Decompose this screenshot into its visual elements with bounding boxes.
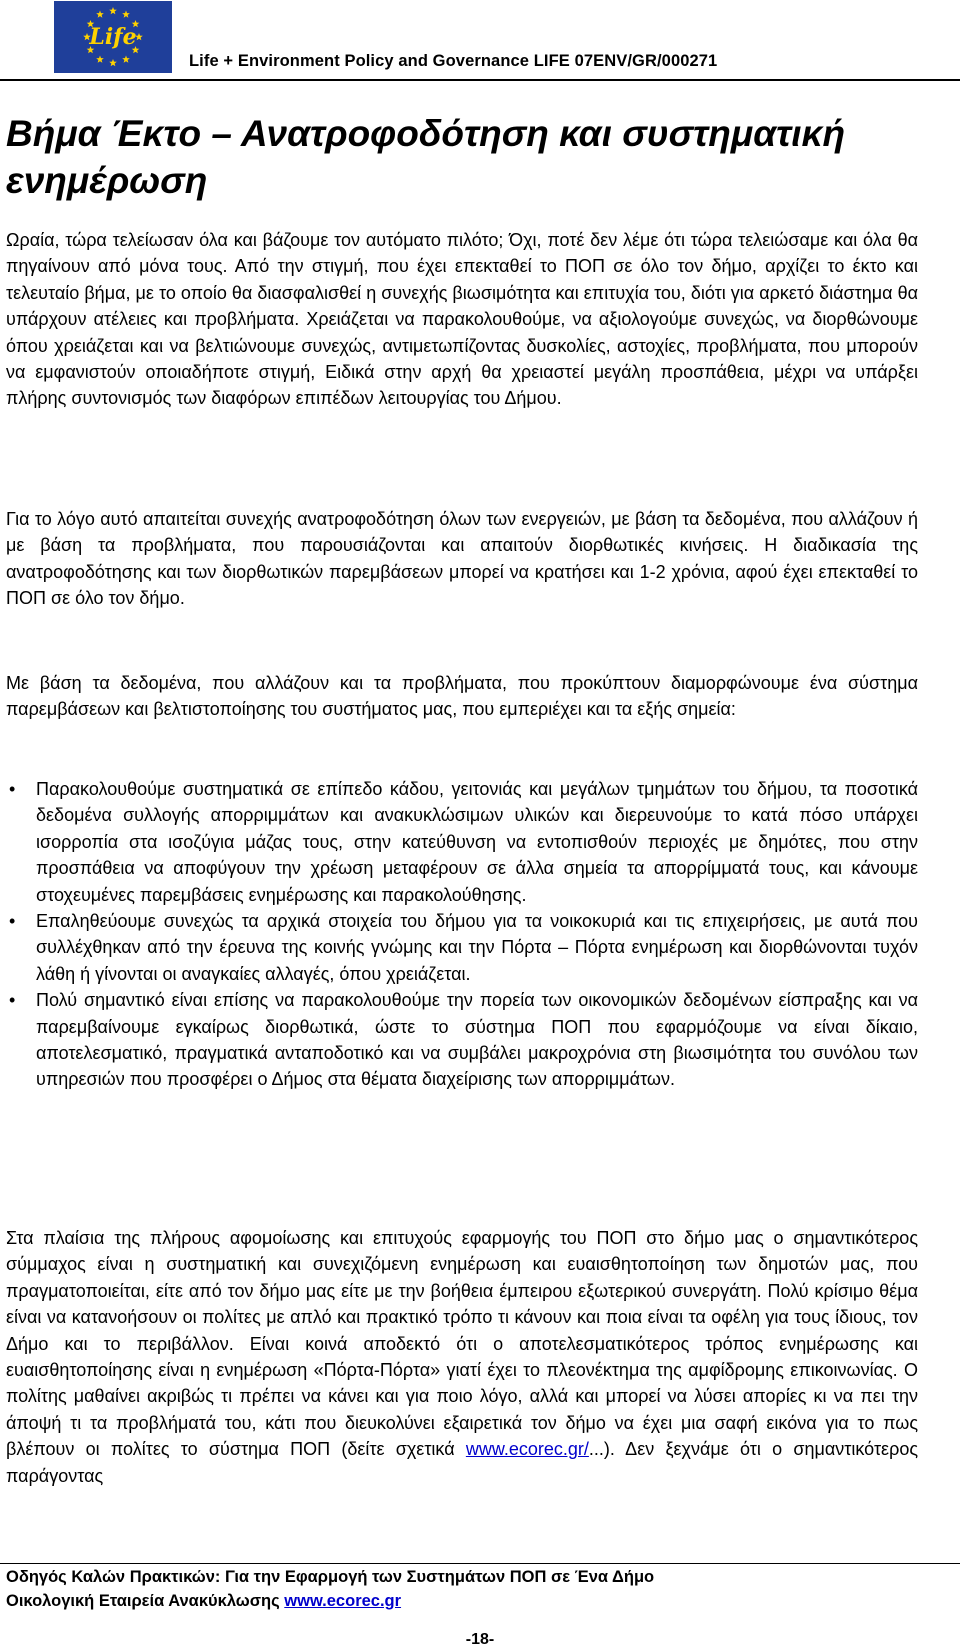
- list-item-text: Επαληθεύουμε συνεχώς τα αρχικά στοιχεία του δήμου για τα νοικοκυριά και τις επιχειρήσεις, με αυτά που συλλέχθηκαν από την έρευνα της κοινής γνώμης και την Πόρτα – Πόρτα ενημέρωση και διορθώνονται τυχόν λάθη ή γίνονται οι αναγκαίες αλλαγές, όπου χρειάζεται.: [36, 911, 918, 984]
- paragraph-3: Με βάση τα δεδομένα, που αλλάζουν και τα προβλήματα, που προκύπτουν διαμορφώνουμε ένα σύστημα παρεμβάσεων και βελτιστοποίησης του συστήματος μας, που εμπεριέχει και τα εξής σημεία:: [6, 673, 918, 720]
- page-number: -18-: [465, 1631, 495, 1648]
- bullet-icon: •: [9, 911, 16, 932]
- list-item-text: Παρακολουθούμε συστηματικά σε επίπεδο κάδου, γειτονιάς και μεγάλων τμημάτων του δήμου, τα ποσοτικά δεδομένα συλλογής απορριμμάτων και ανακυκλώσιμων υλικών και διερευνούμε το κατά πόσο υπάρχει ισορροπία στα ισοζύγια μάζας τους, στην κατεύθυνση να εντοπισθούν περιοχές με δημότες, που στην προσπάθεια να αποφύγουν την χρέωση μεταφέρουν σε άλλα σημεία τα απορρίμματά τους, και κάνουμε στοχευμένες παρεμβάσεις ενημέρωσης και παρακολούθησης.: [36, 779, 918, 905]
- list-item-text: Πολύ σημαντικό είναι επίσης να παρακολουθούμε την πορεία των οικονομικών δεδομένων είσπραξης και να παρεμβαίνουμε εγκαίρως διορθωτικά, ώστε το σύστημα ΠΟΠ που εφαρμόζουμε να είναι δίκαιο, αποτελεσματικό, πραγματικά ανταποδοτικό και να συμβάλει μακροχρόνια στη βιωσιμότητα του συνόλου των υπηρεσιών που προσφέρει ο Δήμος στα θέματα διαχείρισης των απορριμμάτων.: [36, 990, 918, 1090]
- footer-divider: [0, 1563, 960, 1564]
- footer-org-name: Οικολογική Εταιρεία Ανακύκλωσης: [6, 1592, 285, 1610]
- list-item: [6, 776, 918, 908]
- paragraph-4: [6, 1225, 918, 1489]
- footer-guide-title: Οδηγός Καλών Πρακτικών: Για την Εφαρμογή των Συστημάτων ΠΟΠ σε Ένα Δήμο: [6, 1568, 655, 1586]
- improvement-list: [6, 776, 918, 1093]
- footer-organization: [6, 1589, 654, 1613]
- paragraph-4-text: Στα πλαίσια της πλήρους αφομοίωσης και επιτυχούς εφαρμογής του ΠΟΠ στο δήμο μας ο σημαντικότερος σύμμαχος είναι η συστηματική και συνεχιζόμενη ενημέρωση και ευαισθητοποίηση των δημοτών μας, που πραγματοποιείται, είτε από τον δήμο μας είτε με την βοήθεια έμπειρου εξωτερικού συνεργάτη. Πολύ κρίσιμο θέμα είναι να κατανοήσουν οι πολίτες με απλό και πρακτικό τρόπο τι κάνουν και ποια είναι τα οφέλη για τους ίδιους, τον Δήμο και το περιβάλλον. Είναι κοινά αποδεκτό ότι ο αποτελεσματικότερος τρόπος ενημέρωσης και ευαισθητοποίησης είναι η ενημέρωση «Πόρτα-Πόρτα» γιατί έχει το πλεονέκτημα της αμφίδρομης επικοινωνίας. Ο πολίτης μαθαίνει ακριβώς τι πρέπει να κάνει και για ποιο λόγο, αλλά και μπορεί να λύσει απορίες κι να πει την άποψή τι τα προβλήματά του, κάτι που διευκολύνει εξαιρετικά τον δήμο να έχει μια σαφή εικόνα για το πως βλέπουν οι πολίτες το σύστημα ΠΟΠ (δείτε σχετικά: [6, 1228, 918, 1460]
- bullet-icon: •: [9, 779, 16, 799]
- list-item: [6, 987, 918, 1093]
- ecorec-link[interactable]: www.ecorec.gr/: [465, 1439, 589, 1460]
- paragraph-2: Για το λόγο αυτό απαιτείται συνεχής ανατροφοδότηση όλων των ενεργειών, με βάση τα δεδομένα, που αλλάζουν ή με βάση τα προβλήματα, που παρουσιάζονται και απαιτούν διορθωτικές κινήσεις. Η διαδικασία της ανατροφοδότησης και των διορθωτικών παρεμβάσεων μπορεί να κρατήσει και 1-2 χρόνια, αφού έχει επεκταθεί το ΠΟΠ σε όλο τον δήμο.: [6, 509, 918, 609]
- header-divider: [0, 79, 960, 81]
- section-heading: Βήμα Έκτο – Ανατροφοδότηση και συστηματική ενημέρωση: [6, 113, 846, 201]
- page-footer: [6, 1565, 654, 1613]
- footer-link[interactable]: www.ecorec.gr: [284, 1592, 402, 1610]
- paragraph-4-text-end: ...). Δεν ξεχνάμε ότι ο σημαντικότερος παράγοντας: [6, 1439, 918, 1486]
- page-header: [0, 0, 960, 80]
- paragraph-1: Ωραία, τώρα τελείωσαν όλα και βάζουμε τον αυτόματο πιλότο; Όχι, ποτέ δεν λέμε ότι τώρα τελειώσαμε και όλα θα πηγαίνουν από μόνα τους. Από την στιγμή, που έχει επεκταθεί το ΠΟΠ σε όλο τον δήμο, αρχίζει το έκτο και τελευταίο βήμα, με το οποίο θα διασφαλισθεί η συνεχής βιωσιμότητα και επιτυχία του, διότι για αρκετό διάστημα θα υπάρχουν ατέλειες και προβλήματα. Χρειάζεται να παρακολουθούμε, να αξιολογούμε συνεχώς, να διορθώνουμε όπου χρειάζεται και να βελτιώνουμε συνεχώς, αντιμετωπίζοντας δυσκολίες, αστοχίες, προβλήματα, που μπορούν να εμφανιστούν οποιαδήποτε στιγμή, Ειδικά στην αρχή θα χρειαστεί μεγάλη προσπάθεια, μέχρι να υπάρξει πλήρης συντονισμός των διαφόρων επιπέδων λειτουργίας του Δήμου.: [6, 230, 918, 409]
- bullet-icon: •: [9, 990, 16, 1011]
- logo-text: Life: [89, 24, 137, 50]
- project-title: Life + Environment Policy and Governance LIFE 07ENV/GR/000271: [189, 52, 718, 70]
- list-item: [6, 908, 918, 987]
- eu-life-logo: [54, 1, 172, 73]
